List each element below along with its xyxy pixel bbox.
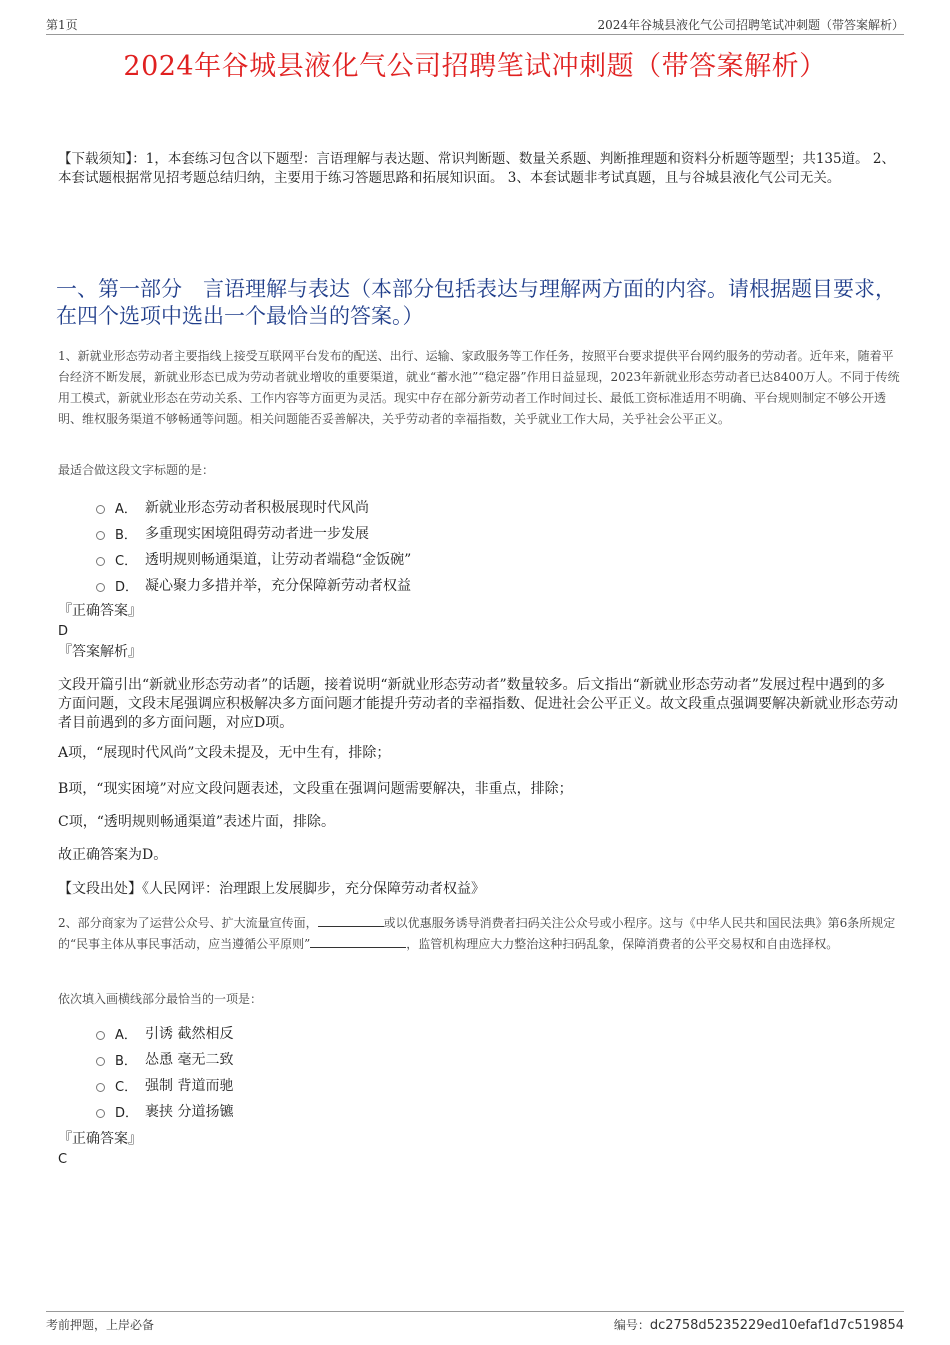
question-1-options (96, 494, 411, 598)
fill-blank-2[interactable] (310, 935, 406, 948)
question-1-text: 1、新就业形态劳动者主要指线上接受互联网平台发布的配送、出行、运输、家政服务等工作任务，按照平台要求提供平台网约服务的劳动者。近年来，随着平台经济不断发展，新就业形态已成为劳动者就业增收的重要渠道，就业“蓄水池”“稳定器”作用日益显现，2023年新就业形态劳动者已达8400万人。不同于传统用工模式，新就业形态在劳动关系、工作内容等方面更为灵活。现实中存在部分新劳动者工作时间过长、最低工资标准适用不明确、平台规则制定不够公开透明、维权服务渠道不够畅通等问题。相关问题能否妥善解决，关乎劳动者的幸福指数，关乎就业工作大局，关乎社会公平正义。 (58, 349, 900, 426)
radio-icon[interactable] (96, 557, 105, 566)
analysis-b-note: B项，“现实困境”对应文段问题表述，文段重在强调问题需要解决，非重点，排除； (58, 781, 573, 797)
fill-blank-1[interactable] (318, 914, 384, 927)
analysis-label: 『答案解析』 (58, 644, 142, 660)
header-doc-title: 2024年谷城县液化气公司招聘笔试冲刺题（带答案解析） (597, 18, 904, 32)
option-a[interactable]: A． 引诱 截然相反 (96, 1020, 233, 1046)
radio-icon[interactable] (96, 505, 105, 514)
footer-slogan: 考前押题，上岸必备 (46, 1318, 155, 1332)
answer-label: 『正确答案』 (58, 1131, 142, 1147)
answer-value: C (58, 1152, 68, 1167)
document-title: 2024年谷城县液化气公司招聘笔试冲刺题（带答案解析） (123, 51, 827, 82)
question-2-prompt: 依次填入画横线部分最恰当的一项是： (58, 992, 263, 1006)
option-c[interactable]: C． 强制 背道而驰 (96, 1072, 233, 1098)
source-citation: 【文段出处】《人民网评：治理跟上发展脚步，充分保障劳动者权益》 (58, 881, 485, 897)
radio-icon[interactable] (96, 1109, 105, 1118)
page-number: 第1页 (46, 18, 78, 32)
question-1-prompt: 最适合做这段文字标题的是： (58, 463, 215, 477)
option-b[interactable]: B． 多重现实困境阻碍劳动者进一步发展 (96, 520, 411, 546)
analysis-a-note: A项，“展现时代风尚”文段未提及，无中生有，排除； (58, 745, 391, 761)
option-b[interactable]: B． 怂恿 毫无二致 (96, 1046, 233, 1072)
section-title: 一、第一部分 言语理解与表达（本部分包括表达与理解两方面的内容。请根据题目要求，在四个选项中选出一个最恰当的答案。） (56, 277, 896, 328)
option-c[interactable]: C． 透明规则畅通渠道，让劳动者端稳“金饭碗” (96, 546, 411, 572)
radio-icon[interactable] (96, 531, 105, 540)
answer-value: D (58, 624, 69, 639)
answer-label: 『正确答案』 (58, 603, 142, 619)
footer-code: 编号：dc2758d5235229ed10efaf1d7c519854 (613, 1318, 904, 1333)
radio-icon[interactable] (96, 1057, 105, 1066)
option-d[interactable]: D． 裹挟 分道扬镳 (96, 1098, 233, 1124)
page-footer (46, 1311, 904, 1334)
radio-icon[interactable] (96, 1031, 105, 1040)
question-2-options (96, 1020, 233, 1124)
analysis-text: 文段开篇引出“新就业形态劳动者”的话题，接着说明“新就业形态劳动者”数量较多。后文指出“新就业形态劳动者”发展过程中遇到的多方面问题，文段末尾强调应积极解决多方面问题才能提升劳动者的幸福指数、促进社会公平正义。故文段重点强调要解决新就业形态劳动者目前遇到的多方面问题，对应D项。 (58, 677, 898, 731)
radio-icon[interactable] (96, 1083, 105, 1092)
option-a[interactable]: A． 新就业形态劳动者积极展现时代风尚 (96, 494, 411, 520)
question-2-text: 2、部分商家为了运营公众号、扩大流量宣传面， 或以优惠服务诱导消费者扫码关注公众号或小程序。这与《中华人民共和国民法典》第6条所规定的“民事主体从事民事活动，应当遵循公平原则” ，监管机构理应大力整治这种扫码乱象，保障消费者的公平交易权和自由选择权。 (58, 916, 896, 951)
radio-icon[interactable] (96, 583, 105, 592)
option-d[interactable]: D． 凝心聚力多措并举，充分保障新劳动者权益 (96, 572, 411, 598)
page-header (46, 14, 904, 35)
analysis-c-note: C项，“透明规则畅通渠道”表述片面，排除。 (58, 814, 336, 830)
download-notice: 【下载须知】：1，本套练习包含以下题型：言语理解与表达题、常识判断题、数量关系题、判断推理题和资料分析题等题型；共135道。 2、本套试题根据常见招考题总结归纳，主要用于练习答题思路和拓展知识面。 3、本套试题非考试真题，且与谷城县液化气公司无关。 (58, 151, 895, 186)
analysis-conclusion: 故正确答案为D。 (58, 847, 168, 863)
